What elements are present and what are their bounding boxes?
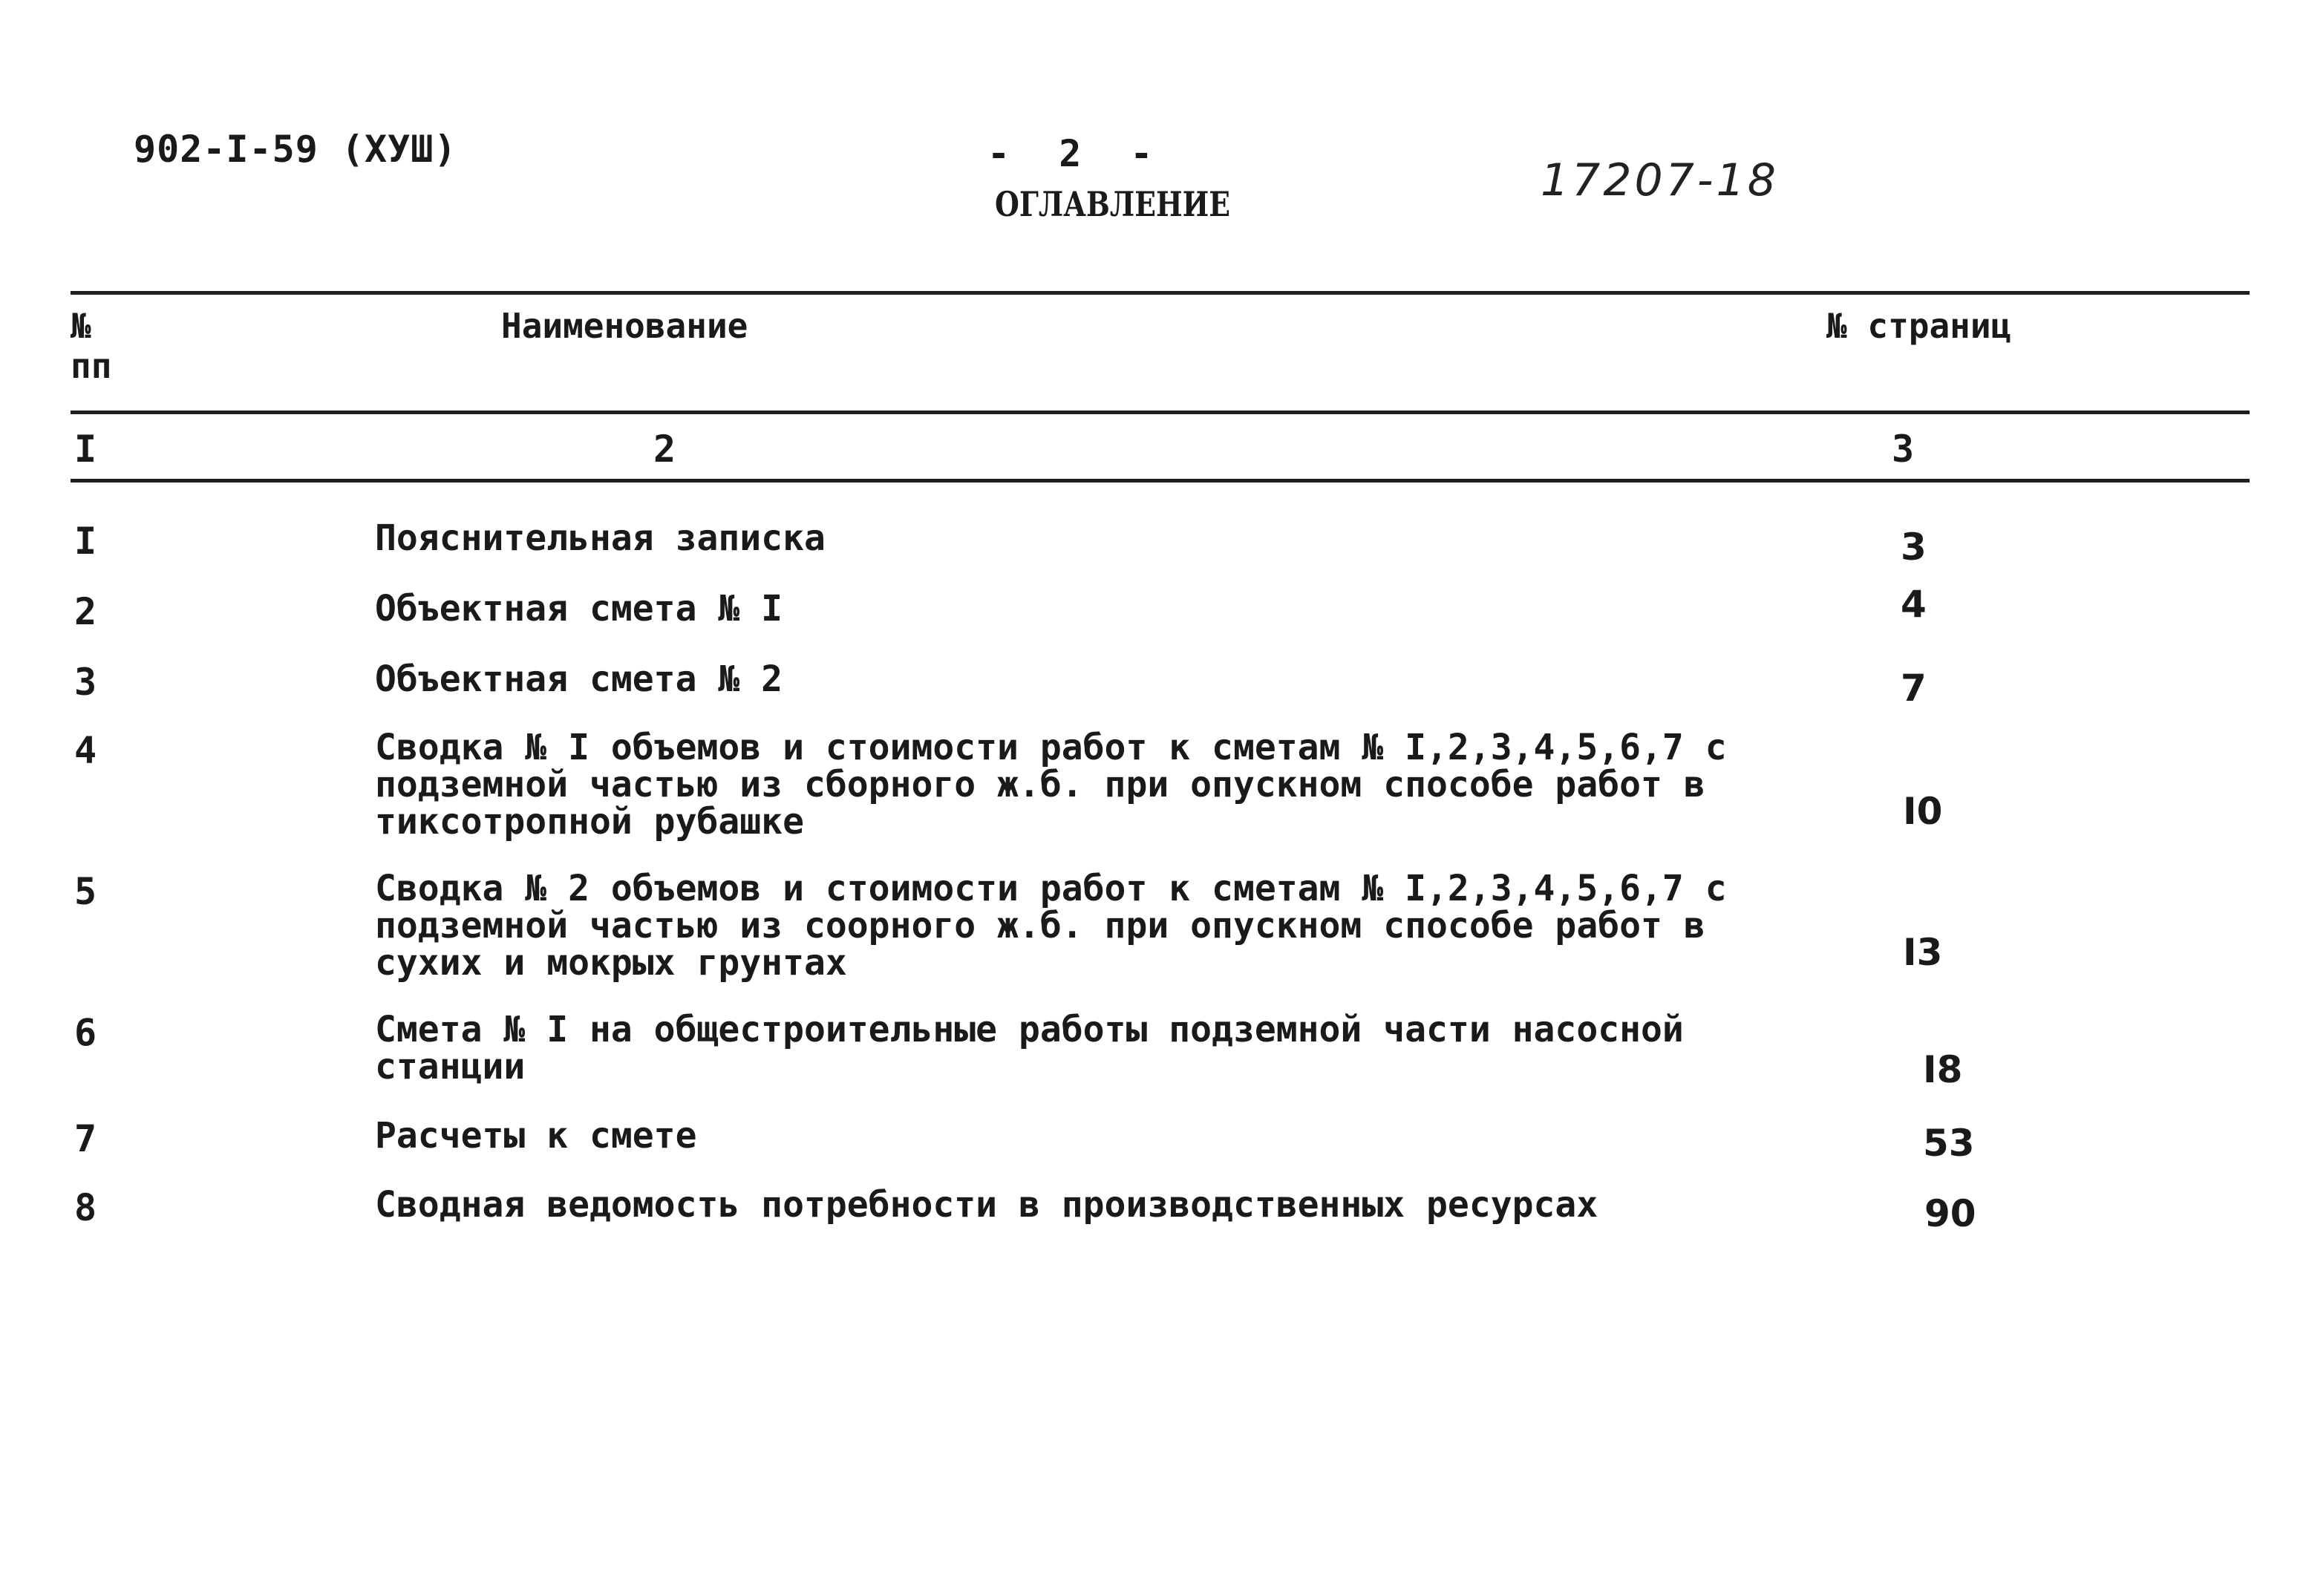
column-number-2: 2 [653, 428, 676, 471]
row-number: I [74, 520, 97, 563]
row-number: 6 [74, 1011, 97, 1054]
row-page: 3 [1901, 526, 1927, 569]
row-name: Объектная смета № 2 [375, 658, 783, 700]
row-page: I0 [1903, 790, 1943, 833]
row-number: 7 [74, 1117, 97, 1160]
row-number: 5 [74, 870, 97, 913]
row-number: 2 [74, 590, 97, 633]
row-page: 53 [1923, 1122, 1975, 1165]
row-page: 7 [1901, 667, 1927, 710]
page-title: ОГЛАВЛЕНИЕ [995, 184, 1230, 224]
row-name: Сводка № I объемов и стоимости работ к сметам № I,2,3,4,5,6,7 с подземной частью из сборного ж.б. при опускном способе работ в тиксотропной рубашке [375, 727, 1727, 843]
row-name: Пояснительная записка [375, 517, 826, 559]
row-name: Расчеты к смете [375, 1115, 697, 1157]
column-numbers-rule [71, 479, 2250, 483]
header-bottom-rule [71, 411, 2250, 414]
row-number: 8 [74, 1186, 97, 1229]
row-number: 3 [74, 661, 97, 704]
row-name: Смета № I на общестроительные работы подземной части насосной станции [375, 1009, 1684, 1088]
column-header-number: № пп [71, 306, 112, 386]
column-header-page: № страниц [1826, 306, 2012, 346]
page-number: - 2 - [987, 132, 1166, 175]
row-name: Сводка № 2 объемов и стоимости работ к сметам № I,2,3,4,5,6,7 с подземной частью из соорного ж.б. при опускном способе работ в сухих и мокрых грунтах [375, 868, 1727, 984]
column-number-1: I [74, 428, 97, 471]
row-page: 4 [1901, 583, 1927, 626]
column-number-3: 3 [1892, 428, 1915, 471]
table-top-rule [71, 291, 2250, 295]
document-code: 902-I-59 (XУШ) [134, 128, 457, 171]
row-page: I3 [1903, 931, 1943, 974]
row-name: Объектная смета № I [375, 588, 783, 629]
row-name: Сводная ведомость потребности в производственных ресурсах [375, 1184, 1598, 1226]
row-page: I8 [1923, 1048, 1963, 1091]
row-number: 4 [74, 729, 97, 772]
inventory-number: 17207-18 [1541, 154, 1779, 206]
column-header-name: Наименование [501, 306, 748, 346]
row-page: 90 [1924, 1192, 1976, 1235]
